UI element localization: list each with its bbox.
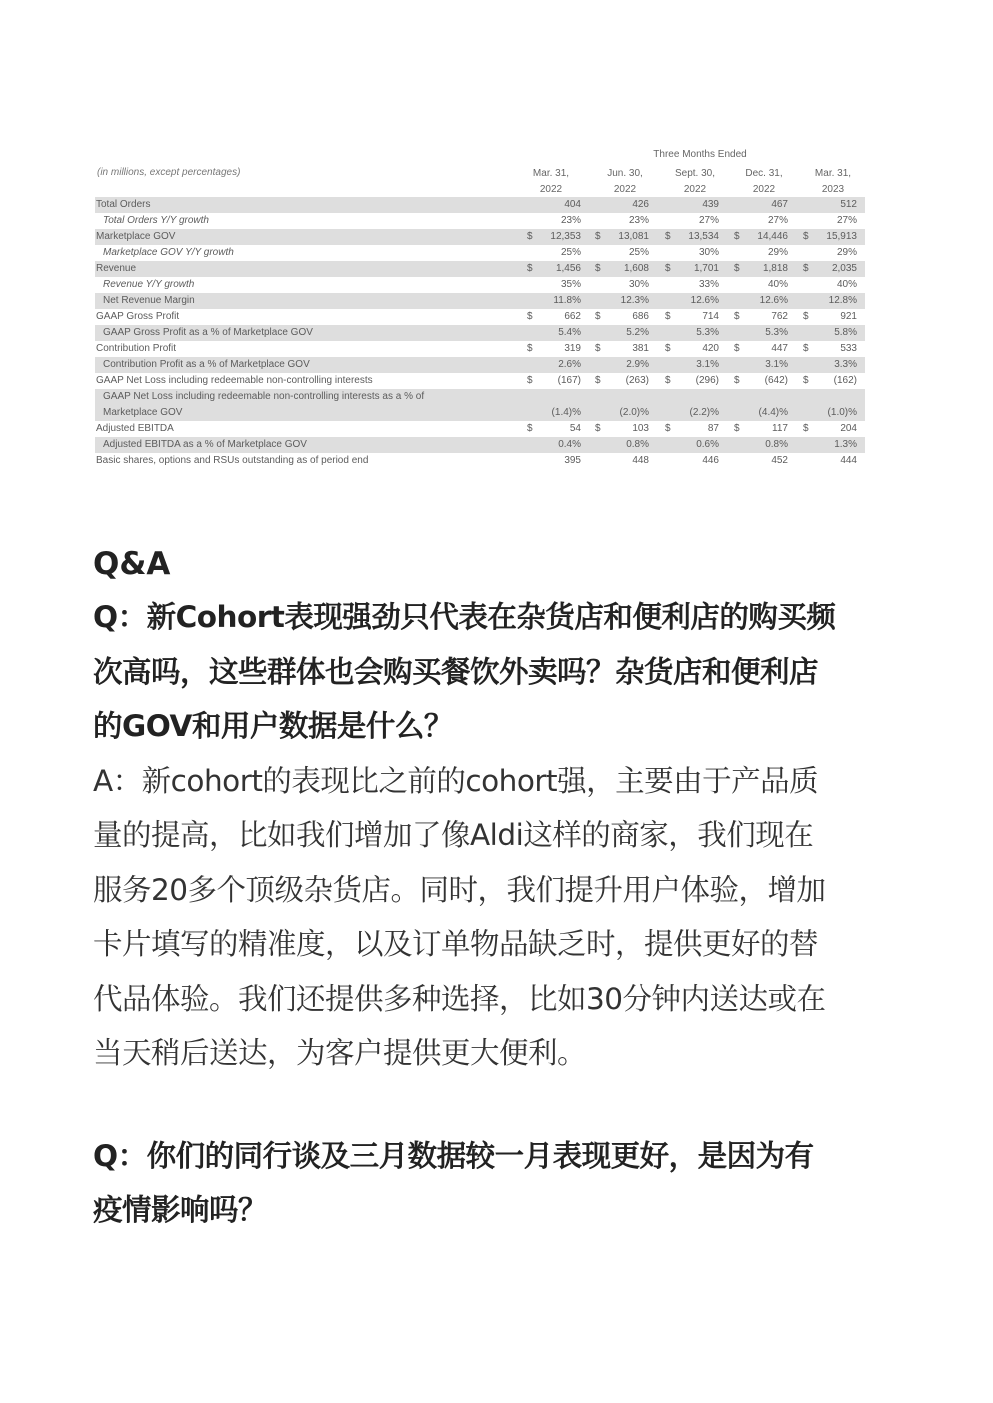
answer-line: 卡片填写的精准度，以及订单物品缺乏时，提供更好的替 (93, 927, 819, 961)
cell-value: 12.6% (690, 295, 719, 306)
table-row (95, 309, 865, 325)
currency-symbol: $ (803, 423, 809, 434)
table-cell (665, 229, 733, 245)
table-cell (665, 373, 733, 389)
column-header-date: Mar. 31, (814, 168, 852, 179)
row-label: GAAP Net Loss including redeemable non-controlling interests as a % of Marketplace GOV (103, 391, 425, 418)
table-row (95, 277, 865, 293)
column-header-date: Dec. 31, (745, 168, 783, 179)
table-cell (665, 213, 733, 229)
cell-value: 2.9% (626, 359, 649, 370)
cell-value: 0.6% (696, 439, 719, 450)
question-line: 的GOV和用户数据是什么？ (93, 709, 453, 743)
cell-value: 1,456 (555, 263, 581, 274)
column-header (516, 166, 586, 198)
answer-1 (93, 754, 913, 1081)
cell-value: 87 (707, 423, 719, 434)
table-cell (734, 293, 802, 309)
table-row (95, 357, 865, 373)
table-cell (803, 213, 871, 229)
cell-value: 1,818 (762, 263, 788, 274)
table-cell (803, 373, 871, 389)
row-label: Net Revenue Margin (103, 295, 195, 306)
cell-value: 27% (836, 215, 857, 226)
table-cell (734, 437, 802, 453)
table-cell (803, 453, 871, 469)
table-cell (803, 245, 871, 261)
table-cell (803, 437, 871, 453)
table-cell (665, 437, 733, 453)
cell-value: 15,913 (826, 231, 857, 242)
cell-value: (162) (833, 375, 857, 386)
cell-value: 467 (771, 199, 788, 210)
table-cell (527, 453, 595, 469)
table-cell (527, 325, 595, 341)
cell-value: (296) (695, 375, 719, 386)
cell-value: 3.1% (765, 359, 788, 370)
cell-value: 512 (840, 199, 857, 210)
table-cell (734, 421, 802, 437)
cell-value: 23% (628, 215, 649, 226)
column-header (729, 166, 799, 198)
table-cell (803, 357, 871, 373)
cell-value: 444 (840, 455, 857, 466)
table-cell (734, 197, 802, 213)
row-label: Adjusted EBITDA (96, 423, 174, 434)
table-cell (665, 453, 733, 469)
table-row (95, 245, 865, 261)
table-cell (734, 277, 802, 293)
answer-line: 服务20多个顶级杂货店。同时，我们提升用户体验，增加 (93, 872, 826, 907)
table-cell (595, 245, 663, 261)
cell-value: (2.2)% (689, 407, 719, 418)
row-label: Total Orders Y/Y growth (103, 215, 209, 226)
table-group-header: Three Months Ended (653, 149, 747, 160)
currency-symbol: $ (527, 343, 533, 354)
cell-value: 448 (632, 455, 649, 466)
table-row (95, 421, 865, 437)
table-cell (527, 405, 595, 421)
cell-value: 12.3% (620, 295, 649, 306)
question-line: Q：你们的同行谈及三月数据较一月表现更好，是因为有 (93, 1138, 814, 1173)
currency-symbol: $ (527, 423, 533, 434)
cell-value: 1,608 (623, 263, 649, 274)
row-label: GAAP Net Loss including redeemable non-controlling interests (96, 375, 373, 386)
cell-value: 921 (840, 311, 857, 322)
column-header-year: 2022 (752, 184, 776, 195)
answer-line: 量的提高，比如我们增加了像Aldi这样的商家，我们现在 (93, 818, 814, 852)
cell-value: 762 (771, 311, 788, 322)
cell-value: 33% (698, 279, 719, 290)
cell-value: 446 (702, 455, 719, 466)
table-body (95, 197, 865, 469)
cell-value: 686 (632, 311, 649, 322)
column-header-year: 2022 (539, 184, 563, 195)
table-cell (665, 245, 733, 261)
cell-value: 3.1% (696, 359, 719, 370)
table-cell (527, 357, 595, 373)
currency-symbol: $ (595, 263, 601, 274)
table-cell (595, 309, 663, 325)
table-cell (803, 341, 871, 357)
table-cell (665, 277, 733, 293)
question-2 (93, 1129, 913, 1238)
table-row (95, 213, 865, 229)
cell-value: 420 (702, 343, 719, 354)
table-row (95, 325, 865, 341)
table-row (95, 293, 865, 309)
row-label: Contribution Profit as a % of Marketplace GOV (103, 359, 310, 370)
table-cell (595, 405, 663, 421)
table-cell (595, 277, 663, 293)
cell-value: 381 (632, 343, 649, 354)
table-cell (734, 373, 802, 389)
table-cell (595, 325, 663, 341)
row-label: GAAP Gross Profit as a % of Marketplace GOV (103, 327, 313, 338)
row-label: Revenue Y/Y growth (103, 279, 195, 290)
table-cell (665, 341, 733, 357)
currency-symbol: $ (734, 231, 740, 242)
cell-value: (2.0)% (619, 407, 649, 418)
cell-value: 14,446 (757, 231, 788, 242)
table-cell (734, 341, 802, 357)
cell-value: 0.8% (765, 439, 788, 450)
cell-value: 29% (767, 247, 788, 258)
table-cell (665, 357, 733, 373)
row-label: Basic shares, options and RSUs outstanding as of period end (96, 455, 369, 466)
table-cell (803, 421, 871, 437)
question-line: Q：新Cohort表现强劲只代表在杂货店和便利店的购买频 (93, 600, 836, 634)
currency-symbol: $ (527, 231, 533, 242)
cell-value: (642) (764, 375, 788, 386)
table-cell (734, 325, 802, 341)
column-header-date: Jun. 30, (607, 168, 643, 179)
table-cell (527, 341, 595, 357)
question-line: 疫情影响吗？ (93, 1193, 268, 1227)
table-cell (665, 293, 733, 309)
cell-value: 40% (767, 279, 788, 290)
table-cell (595, 261, 663, 277)
table-cell (665, 261, 733, 277)
table-cell (734, 309, 802, 325)
cell-value: 1.3% (834, 439, 857, 450)
cell-value: 25% (560, 247, 581, 258)
currency-symbol: $ (527, 263, 533, 274)
table-cell (595, 421, 663, 437)
cell-value: 12.8% (828, 295, 857, 306)
table-cell (595, 373, 663, 389)
currency-symbol: $ (734, 375, 740, 386)
cell-value: 204 (840, 423, 857, 434)
table-cell (527, 261, 595, 277)
cell-value: 35% (560, 279, 581, 290)
table-cell (665, 309, 733, 325)
table-cell (734, 453, 802, 469)
currency-symbol: $ (665, 343, 671, 354)
row-label: Revenue (96, 263, 137, 274)
column-header (798, 166, 868, 198)
cell-value: 27% (698, 215, 719, 226)
question-line: 次高吗，这些群体也会购买餐饮外卖吗？杂货店和便利店 (93, 654, 819, 689)
column-header-date: Mar. 31, (532, 168, 570, 179)
cell-value: 2,035 (831, 263, 857, 274)
table-cell (527, 421, 595, 437)
cell-value: 40% (836, 279, 857, 290)
table-cell (734, 405, 802, 421)
table-cell (595, 437, 663, 453)
currency-symbol: $ (595, 231, 601, 242)
table-cell (527, 245, 595, 261)
currency-symbol: $ (595, 311, 601, 322)
table-cell (734, 229, 802, 245)
column-header-year: 2022 (613, 184, 637, 195)
cell-value: 395 (564, 455, 581, 466)
cell-value: 5.2% (626, 327, 649, 338)
cell-value: 319 (564, 343, 581, 354)
cell-value: 23% (560, 215, 581, 226)
answer-line: 代品体验。我们还提供多种选择，比如30分钟内送达或在 (93, 981, 826, 1016)
cell-value: 29% (836, 247, 857, 258)
table-cell (595, 357, 663, 373)
question-1 (93, 590, 913, 754)
cell-value: 13,081 (618, 231, 649, 242)
table-cell (803, 197, 871, 213)
cell-value: 5.8% (834, 327, 857, 338)
table-cell (527, 437, 595, 453)
table-cell (734, 245, 802, 261)
table-cell (595, 453, 663, 469)
table-row (95, 341, 865, 357)
currency-symbol: $ (595, 375, 601, 386)
cell-value: 27% (767, 215, 788, 226)
table-cell (803, 277, 871, 293)
qa-section (93, 538, 913, 1238)
cell-value: 103 (632, 423, 649, 434)
cell-value: 30% (628, 279, 649, 290)
cell-value: 1,701 (693, 263, 719, 274)
row-label: Adjusted EBITDA as a % of Marketplace GOV (103, 439, 307, 450)
table-cell (527, 229, 595, 245)
table-cell (527, 293, 595, 309)
column-header-year: 2022 (683, 184, 707, 195)
table-cell (595, 213, 663, 229)
cell-value: 439 (702, 199, 719, 210)
table-row (95, 389, 865, 421)
table-row (95, 197, 865, 213)
cell-value: 662 (564, 311, 581, 322)
cell-value: 30% (698, 247, 719, 258)
currency-symbol: $ (665, 311, 671, 322)
table-cell (527, 373, 595, 389)
table-cell (803, 325, 871, 341)
cell-value: 447 (771, 343, 788, 354)
cell-value: 5.3% (765, 327, 788, 338)
currency-symbol: $ (665, 423, 671, 434)
cell-value: 5.4% (558, 327, 581, 338)
answer-line: 当天稍后送达，为客户提供更大便利。 (93, 1036, 587, 1070)
table-cell (734, 213, 802, 229)
table-cell (665, 197, 733, 213)
currency-symbol: $ (803, 231, 809, 242)
cell-value: 3.3% (834, 359, 857, 370)
table-cell (527, 197, 595, 213)
cell-value: 404 (564, 199, 581, 210)
cell-value: 0.8% (626, 439, 649, 450)
currency-symbol: $ (803, 263, 809, 274)
table-row (95, 229, 865, 245)
cell-value: (167) (557, 375, 581, 386)
cell-value: 13,534 (688, 231, 719, 242)
table-cell (803, 405, 871, 421)
currency-symbol: $ (734, 423, 740, 434)
table-cell (803, 229, 871, 245)
table-cell (527, 277, 595, 293)
currency-symbol: $ (595, 423, 601, 434)
table-cell (595, 341, 663, 357)
currency-symbol: $ (595, 343, 601, 354)
qa-heading: Q&A (93, 546, 171, 582)
answer-line: A：新cohort的表现比之前的cohort强，主要由于产品质 (93, 763, 819, 798)
cell-value: 5.3% (696, 327, 719, 338)
table-cell (527, 213, 595, 229)
column-header-year: 2023 (821, 184, 845, 195)
row-label: Marketplace GOV Y/Y growth (103, 247, 234, 258)
row-label: Marketplace GOV (96, 231, 176, 242)
cell-value: 714 (702, 311, 719, 322)
currency-symbol: $ (734, 263, 740, 274)
column-header (590, 166, 660, 198)
table-cell (595, 293, 663, 309)
cell-value: 12,353 (550, 231, 581, 242)
table-row (95, 373, 865, 389)
table-cell (665, 405, 733, 421)
currency-symbol: $ (665, 263, 671, 274)
row-label: GAAP Gross Profit (96, 311, 180, 322)
table-cell (595, 197, 663, 213)
section-gap (93, 1081, 913, 1129)
currency-symbol: $ (665, 231, 671, 242)
table-cell (665, 421, 733, 437)
cell-value: 0.4% (558, 439, 581, 450)
currency-symbol: $ (734, 311, 740, 322)
table-cell (527, 309, 595, 325)
currency-symbol: $ (803, 375, 809, 386)
table-cell (803, 309, 871, 325)
table-cell (803, 293, 871, 309)
cell-value: 452 (771, 455, 788, 466)
column-header (660, 166, 730, 198)
table-row (95, 453, 865, 469)
cell-value: 54 (569, 423, 581, 434)
cell-value: (263) (625, 375, 649, 386)
currency-symbol: $ (665, 375, 671, 386)
cell-value: 426 (632, 199, 649, 210)
currency-symbol: $ (803, 343, 809, 354)
table-cell (665, 325, 733, 341)
currency-symbol: $ (527, 311, 533, 322)
column-header-date: Sept. 30, (674, 168, 716, 179)
cell-value: 11.8% (553, 295, 581, 306)
cell-value: (4.4)% (758, 407, 788, 418)
cell-value: 533 (840, 343, 857, 354)
currency-symbol: $ (734, 343, 740, 354)
cell-value: (1.0)% (827, 407, 857, 418)
cell-value: 12.6% (759, 295, 788, 306)
currency-symbol: $ (803, 311, 809, 322)
cell-value: 25% (628, 247, 649, 258)
table-row (95, 261, 865, 277)
table-cell (595, 229, 663, 245)
table-unit-note: (in millions, except percentages) (97, 167, 241, 178)
table-cell (803, 261, 871, 277)
row-label: Contribution Profit (96, 343, 177, 354)
cell-value: 2.6% (558, 359, 581, 370)
row-label: Total Orders (96, 199, 151, 210)
table-cell (734, 357, 802, 373)
table-cell (734, 261, 802, 277)
currency-symbol: $ (527, 375, 533, 386)
table-row (95, 437, 865, 453)
cell-value: 117 (772, 423, 788, 434)
cell-value: (1.4)% (551, 407, 581, 418)
